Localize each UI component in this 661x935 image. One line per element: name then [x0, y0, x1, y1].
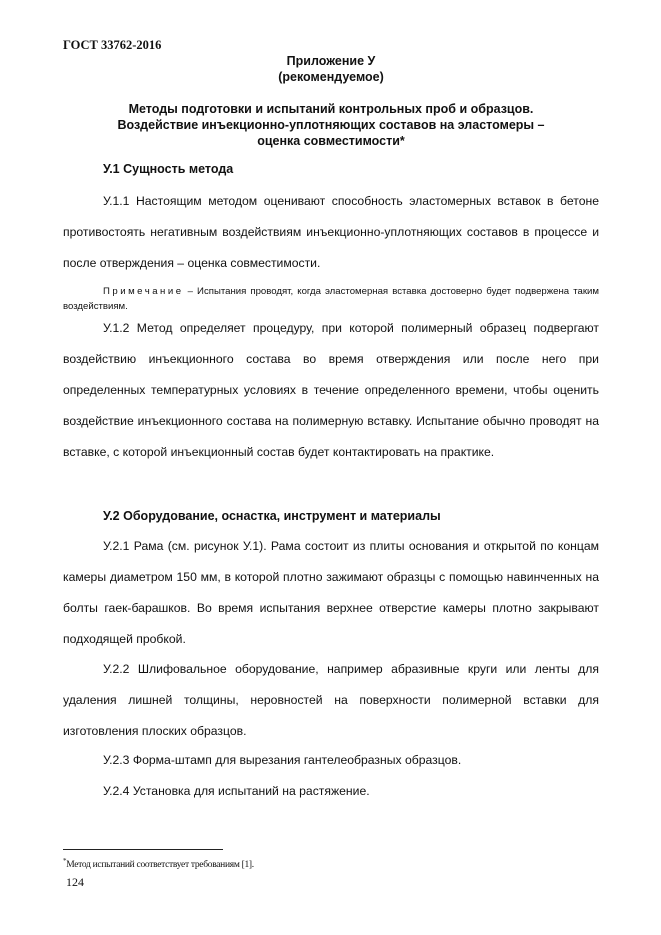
document-header: ГОСТ 33762-2016 [63, 38, 162, 52]
paragraph-2-1: У.2.1 Рама (см. рисунок У.1). Рама состоит из плиты основания и открытой по концам камеры диаметром 150 мм, в которой плотно зажимают образцы с помощью навинченных на болты гаек-барашков. Во время испытания верхнее отверстие камеры плотно закрывают подходящей пробкой. [63, 539, 599, 646]
paragraph-2-4: У.2.4 Установка для испытаний на растяжение. [103, 784, 370, 798]
title-line: Методы подготовки и испытаний контрольных проб и образцов. [128, 102, 534, 116]
paragraph-2-3: У.2.3 Форма-штамп для вырезания гантелеобразных образцов. [103, 753, 462, 767]
method-title [63, 101, 599, 149]
footnote-divider [63, 849, 223, 850]
paragraph-1-1: У.1.1 Настоящим методом оценивают способность эластомерных вставок в бетоне противостоять негативным воздействиям инъекционно-уплотняющих составов в процессе и после отверждения – оценка совместимости. [63, 194, 599, 270]
note-text: – Испытания проводят, когда эластомерная вставка достоверно будет подвержена таким воздействиям. [63, 286, 599, 312]
page-number: 124 [66, 875, 84, 889]
section-heading-1: У.1 Сущность метода [103, 162, 234, 176]
appendix-status: (рекомендуемое) [278, 70, 384, 84]
note-label: Примечание [103, 286, 184, 297]
title-line: Воздействие инъекционно-уплотняющих составов на эластомеры – [117, 118, 545, 132]
appendix-title: Приложение У [286, 54, 376, 68]
paragraph-2-2: У.2.2 Шлифовальное оборудование, например абразивные круги или ленты для удаления лишней толщины, неровностей на поверхности полимерной вставки для изготовления плоских образцов. [63, 662, 599, 738]
paragraph-1-2: У.1.2 Метод определяет процедуру, при которой полимерный образец подвергают воздействию инъекционного состава во время отверждения или после него при определенных температурных условиях в течение определенного времени, чтобы оценить воздействие инъекционного состава на полимерную вставку. Испытание обычно проводят на вставке, с которой инъекционный состав будет контактировать на практике. [63, 321, 599, 459]
footnote [63, 857, 254, 870]
footnote-mark: * [63, 857, 67, 865]
section-heading-2: У.2 Оборудование, оснастка, инструмент и материалы [103, 509, 441, 523]
note [63, 284, 599, 314]
footnote-text: Метод испытаний соответствует требованиям [1]. [66, 860, 254, 871]
title-line: оценка совместимости* [257, 134, 405, 148]
